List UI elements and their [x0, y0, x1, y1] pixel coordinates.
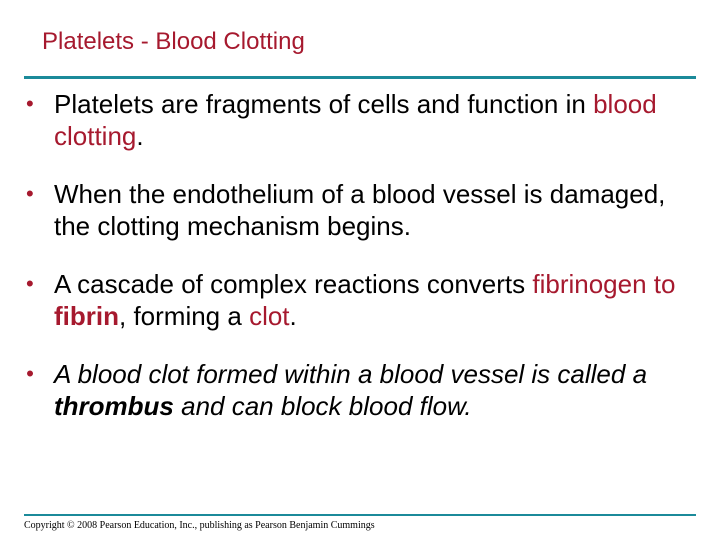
bullet-1-text-a: Platelets are fragments of cells and function in — [54, 89, 594, 119]
footer-divider — [24, 514, 696, 516]
bullet-item-1 — [26, 88, 706, 152]
bullet-dot-icon: • — [26, 91, 34, 116]
bullet-3-text-c: . — [289, 301, 297, 331]
bullet-1-highlight: blood clotting — [54, 89, 657, 151]
bullet-3-highlight-b: clot — [249, 301, 290, 331]
bullet-1-text-b: . — [136, 121, 144, 151]
bullet-list — [26, 88, 706, 448]
bullet-4-text-a: A blood clot formed within a blood vessel is called a — [54, 359, 648, 389]
bullet-3-text-a: A cascade of complex reactions converts — [54, 269, 533, 299]
bullet-item-2 — [26, 178, 706, 242]
bullet-dot-icon: • — [26, 361, 34, 386]
bullet-3-highlight-a: fibrinogen to — [532, 269, 676, 299]
bullet-item-4 — [26, 358, 706, 422]
copyright-footer: Copyright © 2008 Pearson Education, Inc., publishing as Pearson Benjamin Cummings — [24, 520, 375, 531]
bullet-dot-icon: • — [26, 181, 34, 206]
title-divider — [24, 76, 696, 79]
bullet-4-bold: thrombus — [54, 391, 174, 421]
bullet-item-3 — [26, 268, 706, 332]
bullet-2-text: When the endothelium of a blood vessel is damaged, the clotting mechanism begins. — [54, 179, 666, 241]
bullet-4-text-b: and can block blood flow. — [173, 391, 472, 421]
bullet-3-text-b: , forming a — [119, 301, 250, 331]
slide-title: Platelets - Blood Clotting — [42, 28, 305, 55]
bullet-dot-icon: • — [26, 271, 34, 296]
bullet-3-highlight-bold: fibrin — [54, 301, 119, 331]
